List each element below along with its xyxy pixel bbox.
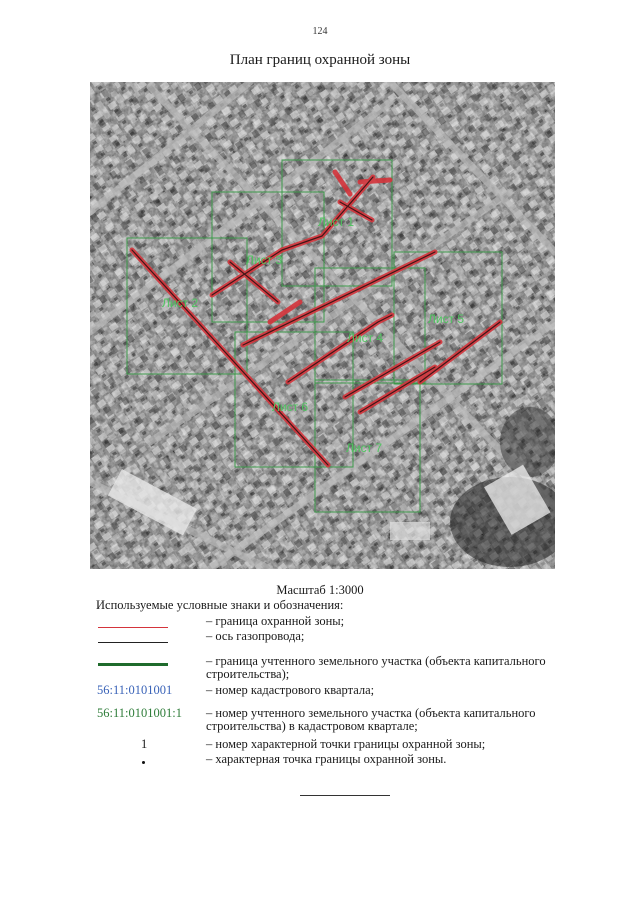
footer-rule (300, 795, 390, 796)
map-scale: Масштаб 1:3000 (276, 583, 364, 597)
sheet-label-5[interactable]: Лист 5 (428, 312, 465, 326)
legend-description: – граница учтенного земельного участка (объекта капитального строительства); (206, 654, 546, 681)
legend-heading: Используемые условные знаки и обозначения: (96, 598, 344, 612)
legend-description: – граница охранной зоны; (206, 614, 345, 628)
legend-description: – ось газопровода; (206, 629, 305, 643)
aerial-photo-background (90, 82, 555, 569)
sheet-label-7[interactable]: Лист 7 (346, 441, 383, 455)
legend-red-line-symbol (98, 627, 168, 628)
legend-description: – номер характерной точки границы охранной зоны; (206, 737, 486, 751)
legend-black-line-symbol (98, 642, 168, 643)
sheet-label-1[interactable]: Лист 1 (318, 215, 355, 229)
legend-description: – номер учтенного земельного участка (объекта капитального строительства) в кадастровом квартале; (206, 706, 536, 733)
map-title: План границ охранной зоны (229, 52, 411, 68)
sheet-label-4[interactable]: Лист 4 (347, 331, 384, 345)
legend-dot-symbol (142, 761, 145, 764)
legend-parcel-code: 56:11:0101001:1 (97, 706, 182, 720)
legend-description: – номер кадастрового квартала; (206, 683, 375, 697)
sheet-label-2[interactable]: Лист 2 (162, 296, 199, 310)
legend-quarter-code: 56:11:0101001 (97, 683, 173, 697)
aerial-map[interactable] (90, 82, 555, 569)
sheet-label-6[interactable]: Лист 6 (272, 400, 309, 414)
legend-point-number: 1 (141, 737, 148, 751)
page-number: 124 (312, 26, 328, 37)
legend-description: – характерная точка границы охранной зоны. (206, 752, 447, 766)
sheet-label-3[interactable]: Лист 3 (246, 253, 283, 267)
legend-green-line-symbol (98, 663, 168, 666)
